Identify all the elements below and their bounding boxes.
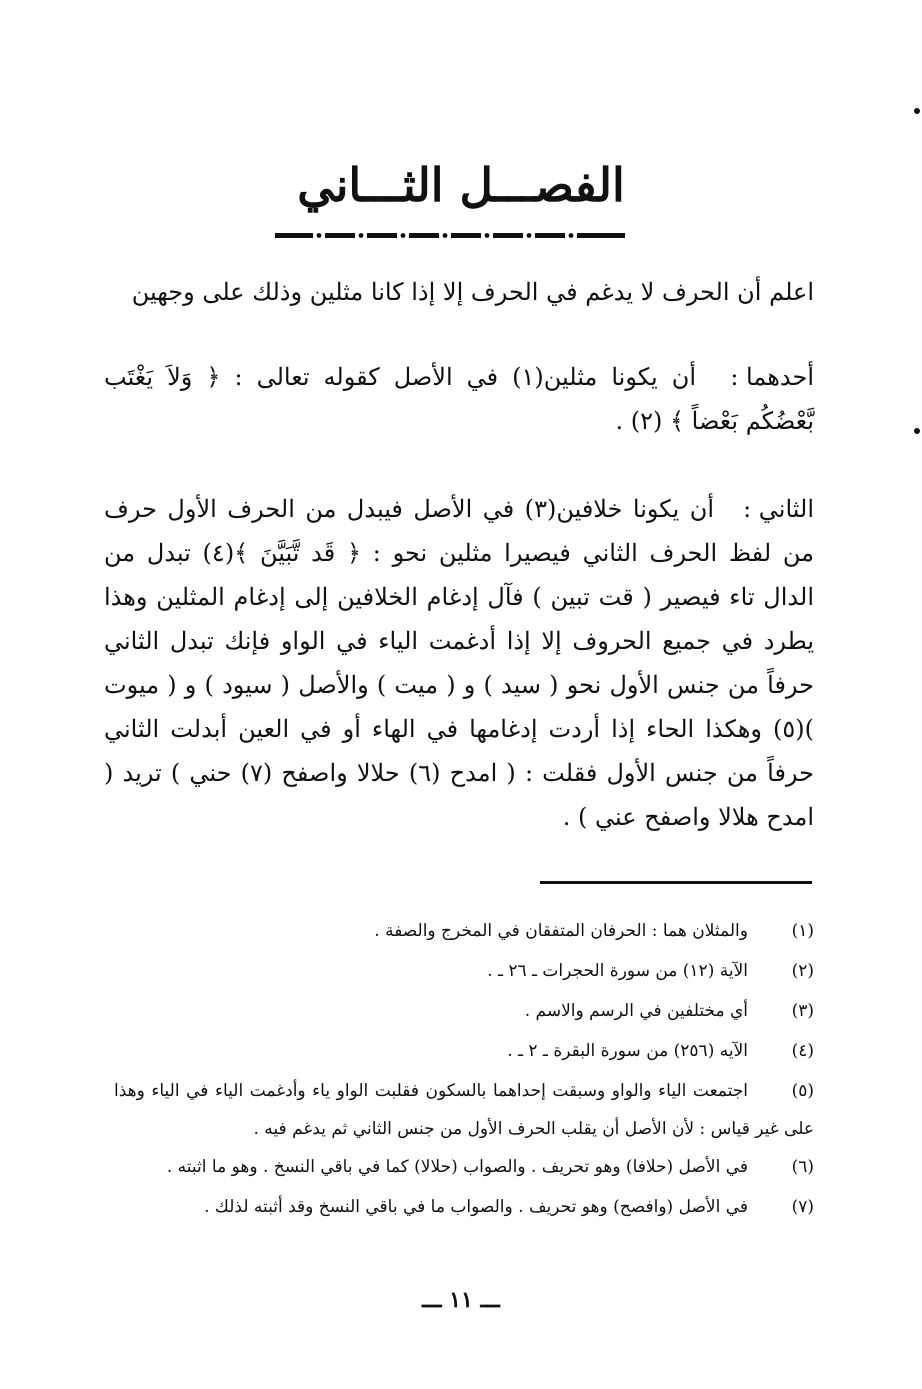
footnote-number: (٢)	[791, 961, 814, 981]
first-case-text: أن يكونا مثلين(١) في الأصل كقوله تعالى : ﴿ وَلاَ يَغْتَب بَّعْضُكُم بَعْضاً ﴾ (٢) .	[104, 363, 814, 435]
footnote-4	[114, 1032, 814, 1072]
title-ornament	[275, 232, 625, 240]
footnotes	[114, 912, 814, 1228]
footnote-2	[114, 952, 814, 992]
footnote-1	[114, 912, 814, 952]
first-case	[104, 355, 814, 443]
footnote-text: الآيه (٢٥٦) من سورة البقرة ـ ٢ ـ .	[507, 1041, 748, 1061]
second-case-label: الثاني :	[743, 495, 814, 523]
second-case-text: أن يكونا خلافين(٣) في الأصل فيبدل من الحرف الأول حرف من لفظ الحرف الثاني فيصيرا مثلين نحو : ﴿ قَد تَّبَيَّنَ ﴾(٤) تبدل من الدال تاء فيصير ( قت تبين ) فآل إدغام الخلافين إلى إدغام المثلين وهذا يطرد في جميع الحروف إلا إذا أدغمت الياء في الواو فإنك تبدل الثاني حرفاً من جنس الأول نحو ( سيد ) و ( ميت ) والأصل ( سيود ) و ( ميوت )(٥) وهكذا الحاء إذا أردت إدغامها في الهاء أو في العين أبدلت الثاني حرفاً من جنس الأول فقلت : ( امدح (٦) حلالا واصفح (٧) حني ) تريد ( امدح هلالا واصفح عني ) .	[104, 495, 814, 831]
footnote-text: في الأصل (وافصح) وهو تحريف . والصواب ما في باقي النسخ وقد أثبته لذلك .	[204, 1197, 748, 1217]
footnote-number: (٣)	[791, 1001, 814, 1021]
footnote-text: والمثلان هما : الحرفان المتفقان في المخرج والصفة .	[374, 921, 748, 941]
footnote-text: اجتمعت الياء والواو وسبقت إحداهما بالسكون فقلبت الواو ياء وأدغمت الياء في الياء وهذا على غير قياس : لأن الأصل أن يقلب الحرف الأول من جنس الثاني ثم يدغم فيه .	[114, 1081, 814, 1139]
footnote-5	[114, 1072, 814, 1148]
footnote-text: أي مختلفين في الرسم والاسم .	[524, 1001, 748, 1021]
page-number: ـــ ١١ ـــ	[422, 1287, 500, 1313]
intro-paragraph: اعلم أن الحرف لا يدغم في الحرف إلا إذا كانا مثلين وذلك على وجهين	[131, 278, 814, 306]
footnote-number: (٦)	[791, 1157, 814, 1177]
footnote-number: (٤)	[791, 1041, 814, 1061]
footnote-separator	[540, 881, 812, 884]
footnote-number: (١)	[791, 921, 814, 941]
footnote-text: في الأصل (حلافا) وهو تحريف . والصواب (حلالا) كما في باقي النسخ . وهو ما اثبته .	[166, 1157, 748, 1177]
footnote-text: الآية (١٢) من سورة الحجرات ـ ٢٦ ـ .	[487, 961, 748, 981]
first-case-label: أحدهما :	[730, 363, 814, 391]
second-case	[104, 487, 814, 839]
margin-mark	[914, 108, 920, 114]
footnote-number: (٧)	[791, 1197, 814, 1217]
footnote-6	[114, 1148, 814, 1188]
footnote-3	[114, 992, 814, 1032]
margin-mark	[914, 428, 920, 434]
footnote-7	[114, 1188, 814, 1228]
chapter-title: الفصـــل الثـــاني	[297, 158, 625, 212]
footnote-number: (٥)	[791, 1081, 814, 1101]
